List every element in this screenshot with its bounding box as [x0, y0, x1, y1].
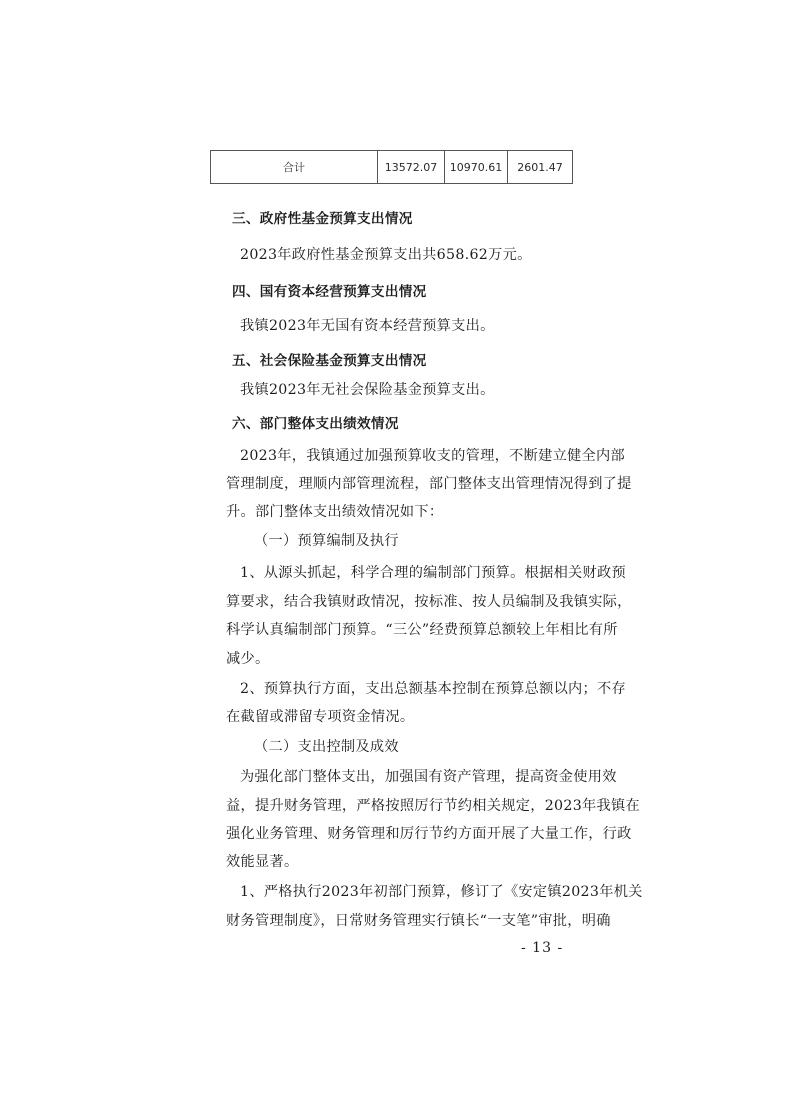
budget-total-table [210, 150, 573, 184]
subsection-2-paragraph-line: 强化业务管理、财务管理和厉行节约方面开展了大量工作，行政 [226, 826, 632, 842]
subsection-2-paragraph-line: 为强化部门整体支出，加强国有资产管理，提高资金使用效 [240, 769, 617, 785]
table-total-value-3: 2601.47 [508, 151, 573, 184]
subsection-2-heading: （二）支出控制及成效 [254, 739, 399, 755]
subsection-1-item-1-line: 1、从源头抓起，科学合理的编制部门预算。根据相关财政预 [240, 565, 627, 581]
section-6-paragraph-line: 管理制度，理顺内部管理流程，部门整体支出管理情况得到了提 [226, 476, 632, 492]
section-6-paragraph-line: 2023年，我镇通过加强预算收支的管理，不断建立健全内部 [240, 448, 626, 464]
subsection-1-item-2-line: 在截留或滞留专项资金情况。 [226, 709, 415, 725]
subsection-1-item-2-line: 2、预算执行方面，支出总额基本控制在预算总额以内；不存 [240, 681, 627, 697]
subsection-1-heading: （一）预算编制及执行 [254, 533, 399, 549]
table-total-value-2: 10970.61 [445, 151, 508, 184]
table-row [211, 151, 573, 184]
subsection-2-item-1-line: 财务管理制度》，日常财务管理实行镇长“一支笔”审批，明确 [226, 913, 611, 929]
subsection-2-item-1-line: 1、严格执行2023年初部门预算，修订了《安定镇2023年机关 [240, 884, 643, 900]
section-6-paragraph-line: 升。部门整体支出绩效情况如下： [226, 504, 444, 520]
section-3-heading: 三、政府性基金预算支出情况 [232, 211, 413, 227]
section-4-heading: 四、国有资本经营预算支出情况 [232, 284, 427, 300]
section-6-heading: 六、部门整体支出绩效情况 [232, 416, 399, 432]
page-number: - 13 - [521, 940, 564, 956]
section-5-heading: 五、社会保险基金预算支出情况 [232, 353, 427, 369]
subsection-2-paragraph-line: 益，提升财务管理，严格按照厉行节约相关规定，2023年我镇在 [226, 798, 640, 814]
subsection-1-item-1-line: 科学认真编制部门预算。“三公”经费预算总额较上年相比有所 [226, 622, 618, 638]
section-4-text: 我镇2023年无国有资本经营预算支出。 [240, 318, 495, 334]
subsection-1-item-1-line: 减少。 [226, 651, 270, 667]
subsection-2-paragraph-line: 效能显著。 [226, 854, 299, 870]
section-5-text: 我镇2023年无社会保险基金预算支出。 [240, 382, 495, 398]
table-total-value-1: 13572.07 [378, 151, 445, 184]
subsection-1-item-1-line: 算要求，结合我镇财政情况，按标准、按人员编制及我镇实际， [226, 594, 632, 610]
section-3-text: 2023年政府性基金预算支出共658.62万元。 [240, 247, 532, 263]
table-total-label: 合计 [211, 151, 378, 184]
